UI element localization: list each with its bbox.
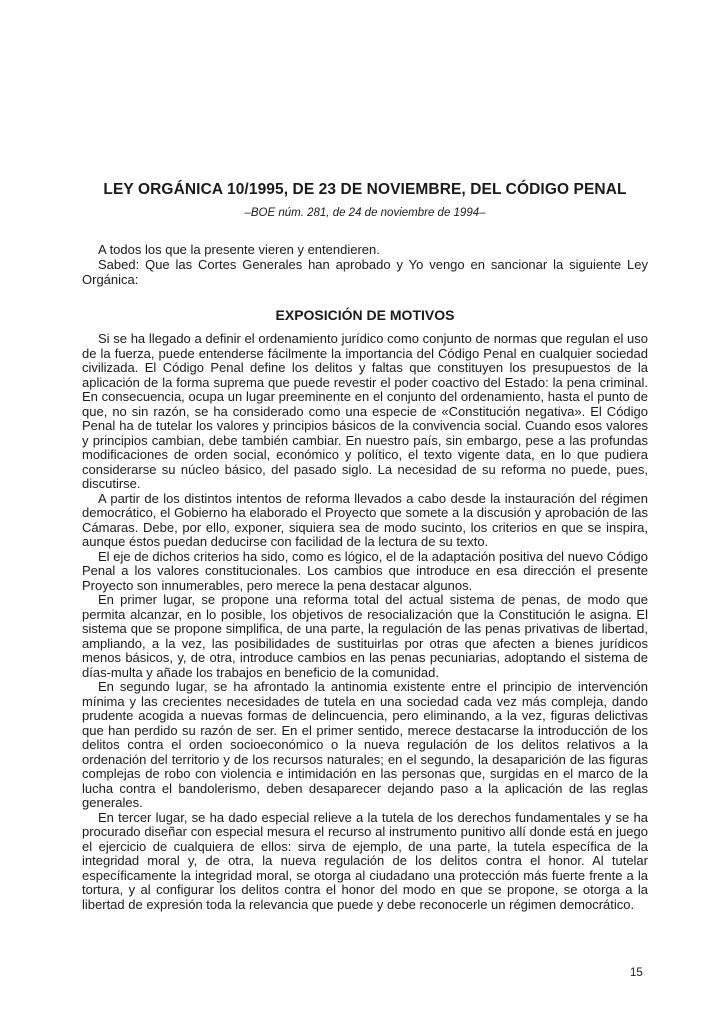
intro-line: A todos los que la presente vieren y entendieren. — [98, 242, 380, 257]
paragraph: A partir de los distintos intentos de reforma llevados a cabo desde la instauración del régimen democrático, el Gobierno ha elaborado el Proyecto que somete a la discusión y aprobación de las Cámaras. Debe, por ello, exponer, siquiera sea de modo sucinto, los criterios en que se inspira, aunque éstos puedan deducirse con facilidad de la lectura de su texto. — [82, 490, 648, 549]
body-text — [82, 332, 648, 912]
intro-line: Sabed: Que las Cortes Generales han aprobado y Yo vengo en sancionar la siguiente Ley Orgánica: — [82, 257, 648, 287]
paragraph: En segundo lugar, se ha afrontado la antinomia existente entre el principio de intervención mínima y las crecientes necesidades de tutela en una sociedad cada vez más compleja, dando prudente acogida a nuevas formas de delincuencia, pero eliminando, a la vez, figuras delictivas que han perdido su razón de ser. En el primer sentido, merece destacarse la introducción de los delitos contra el orden socioeconómico o la nueva regulación de los delitos relativos a la ordenación del territorio y de los recursos naturales; en el segundo, la desaparición de las figuras complejas de robo con violencia e intimidación en las personas que, surgidas en el marco de la lucha contra el bandolerismo, deben desaparecer dejando paso a la aplicación de las reglas generales. — [82, 679, 648, 810]
page-number: 15 — [630, 967, 643, 979]
paragraph: Si se ha llegado a definir el ordenamiento jurídico como conjunto de normas que regulan el uso de la fuerza, puede entenderse fácilmente la importancia del Código Penal en cualquier sociedad civilizada. El Código Penal define los delitos y faltas que constituyen los presupuestos de la aplicación de la forma suprema que puede revestir el poder coactivo del Estado: la pena criminal. En consecuencia, ocupa un lugar preeminente en el conjunto del ordenamiento, hasta el punto de que, no sin razón, se ha considerado como una especie de «Constitución negativa». El Código Penal ha de tutelar los valores y principios básicos de la convivencia social. Cuando esos valores y principios cambian, debe también cambiar. En nuestro país, sin embargo, pese a las profundas modificaciones de orden social, económico y político, el texto vigente data, en lo que pudiera considerarse su núcleo básico, del pasado siglo. La necesidad de su reforma no puede, pues, discutirse. — [82, 331, 648, 491]
paragraph: En primer lugar, se propone una reforma total del actual sistema de penas, de modo que permita alcanzar, en lo posible, los objetivos de resocialización que la Constitución le asigna. El sistema que se propone simplifica, de una parte, la regulación de las penas privativas de libertad, ampliando, a la vez, las posibilidades de sustituirlas por otras que afecten a bienes jurídicos menos básicos, y, de otra, introduce cambios en las penas pecuniarias, adoptando el sistema de días-multa y añade los trabajos en beneficio de la comunidad. — [82, 592, 648, 680]
intro-block — [82, 242, 648, 287]
paragraph: El eje de dichos criterios ha sido, como es lógico, el de la adaptación positiva del nuevo Código Penal a los valores constitucionales. Los cambios que introduce en esa dirección el presente Proyecto son innumerables, pero merece la pena destacar algunos. — [82, 548, 648, 593]
section-heading: EXPOSICIÓN DE MOTIVOS — [275, 307, 455, 323]
paragraph: En tercer lugar, se ha dado especial relieve a la tutela de los derechos fundamentales y se ha procurado diseñar con especial mesura el recurso al instrumento punitivo allí donde está en juego el ejercicio de cualquiera de ellos: sirva de ejemplo, de una parte, la tutela específica de la integridad moral y, de otra, la nueva regulación de los delitos contra el honor. Al tutelar específicamente la integridad moral, se otorga al ciudadano una protección más fuerte frente a la tortura, y al configurar los delitos contra el honor del modo en que se propone, se otorga a la libertad de expresión toda la relevancia que puede y debe reconocerle un régimen democrático. — [82, 809, 648, 912]
law-title: LEY ORGÁNICA 10/1995, DE 23 DE NOVIEMBRE, DEL CÓDIGO PENAL — [103, 181, 627, 198]
boe-reference: –BOE núm. 281, de 24 de noviembre de 1994– — [244, 207, 486, 219]
